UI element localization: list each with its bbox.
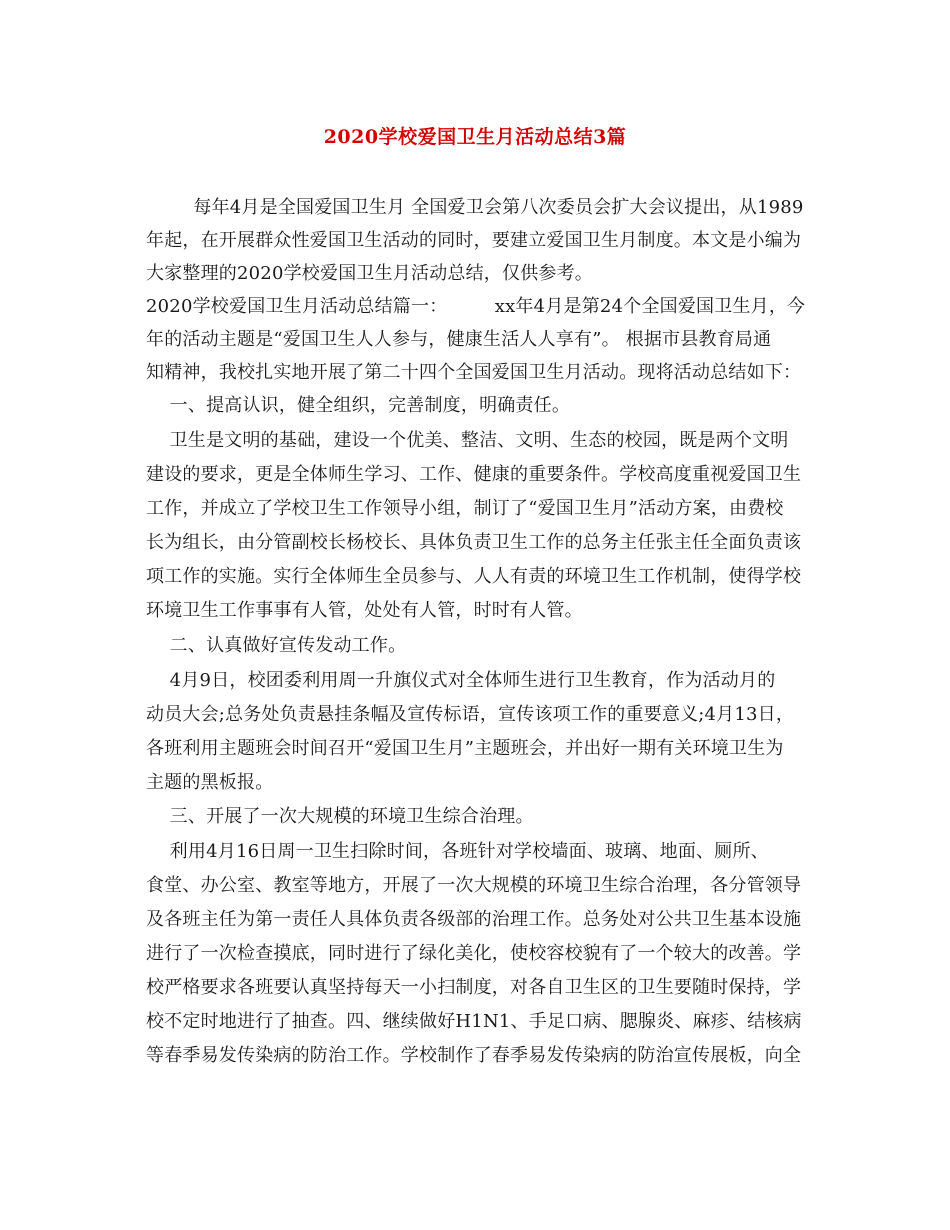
body-line: 每年4月是全国爱国卫生月 全国爱卫会第八次委员会扩大会议提出，从1989: [146, 197, 804, 218]
section-heading: 二、认真做好宣传发动工作。: [146, 635, 407, 656]
body-line: 环境卫生工作事事有人管，处处有人管，时时有人管。: [146, 600, 583, 621]
body-line: 进行了一次检查摸底，同时进行了绿化美化，使校容校貌有了一个较大的改善。学: [146, 943, 802, 964]
body-line: 动员大会;总务处负责悬挂条幅及宣传标语，宣传该项工作的重要意义;4月13日，: [146, 704, 795, 725]
body-line: 校不定时地进行了抽查。四、继续做好H1N1、手足口病、腮腺炎、麻疹、结核病: [146, 1011, 802, 1032]
document-title: 2020学校爱国卫生月活动总结3篇: [323, 126, 627, 148]
body-line: 2020学校爱国卫生月活动总结篇一： xx年4月是第24个全国爱国卫生月，今: [146, 296, 806, 317]
body-line: 大家整理的2020学校爱国卫生月活动总结，仅供参考。: [146, 263, 594, 284]
body-line: 知精神，我校扎实地开展了第二十四个全国爱国卫生月活动。现将活动总结如下：: [146, 362, 802, 383]
body-line: 各班利用主题班会时间召开“爱国卫生月”主题班会，并出好一期有关环境卫生为: [146, 738, 784, 759]
body-line: 卫生是文明的基础，建设一个优美、整洁、文明、生态的校园，既是两个文明: [146, 430, 789, 451]
body-line: 建设的要求，更是全体师生学习、工作、健康的重要条件。学校高度重视爱国卫生: [146, 464, 802, 485]
body-line: 4月9日，校团委利用周一升旗仪式对全体师生进行卫生教育，作为活动月的: [146, 670, 776, 691]
body-line: 年的活动主题是“爱国卫生人人参与，健康生活人人享有”。 根据市县教育局通: [146, 329, 772, 350]
body-line: 工作，并成立了学校卫生工作领导小组，制订了“爱国卫生月”活动方案，由费校: [146, 498, 784, 519]
body-line: 长为组长，由分管副校长杨校长、具体负责卫生工作的总务主任张主任全面负责该: [146, 532, 802, 553]
body-line: 年起，在开展群众性爱国卫生活动的同时，要建立爱国卫生月制度。本文是小编为: [146, 230, 802, 251]
body-line: 主题的黑板报。: [146, 772, 274, 793]
section-heading: 一、提高认识，健全组织，完善制度，明确责任。: [146, 395, 571, 416]
body-line: 等春季易发传染病的防治工作。学校制作了春季易发传染病的防治宣传展板，向全: [146, 1045, 802, 1066]
body-line: 食堂、办公室、教室等地方，开展了一次大规模的环境卫生综合治理，各分管领导: [146, 875, 802, 896]
body-line: 项工作的实施。实行全体师生全员参与、人人有责的环境卫生工作机制，使得学校: [146, 566, 802, 587]
section-heading: 三、开展了一次大规模的环境卫生综合治理。: [146, 806, 534, 827]
body-line: 校严格要求各班要认真坚持每天一小扫制度，对各自卫生区的卫生要随时保持，学: [146, 977, 802, 998]
body-line: 利用4月16日周一卫生扫除时间，各班针对学校墙面、玻璃、地面、厕所、: [146, 841, 769, 862]
body-line: 及各班主任为第一责任人具体负责各级部的治理工作。总务处对公共卫生基本设施: [146, 909, 802, 930]
